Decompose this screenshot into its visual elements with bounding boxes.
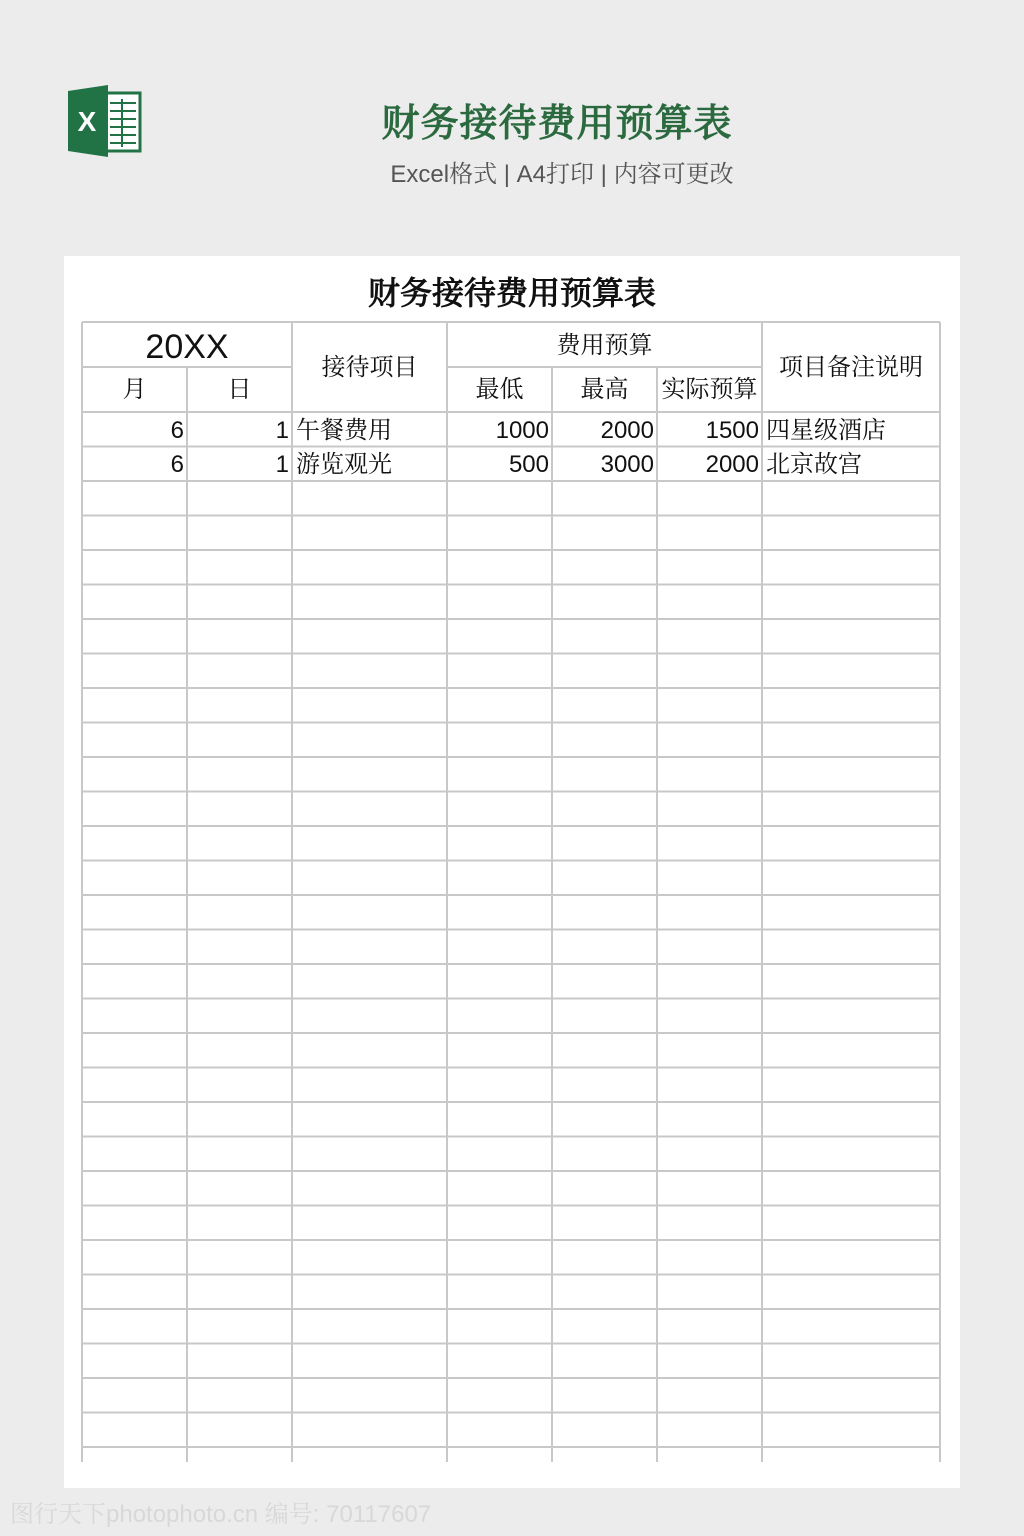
row2-max: 3000 bbox=[600, 451, 654, 478]
header-actual: 实际预算 bbox=[661, 376, 758, 403]
page-title: 财务接待费用预算表 bbox=[381, 103, 733, 145]
watermark: 图行天下photophoto.cn 编号: 70117607 bbox=[10, 1501, 432, 1528]
header-notes: 项目备注说明 bbox=[779, 354, 923, 381]
row1-day: 1 bbox=[275, 417, 289, 444]
header-day: 日 bbox=[227, 376, 252, 403]
page-subtitle: Excel格式 | A4打印 | 内容可更改 bbox=[390, 161, 734, 188]
row1-max: 2000 bbox=[600, 417, 654, 444]
row2-actual: 2000 bbox=[705, 451, 759, 478]
row2-day: 1 bbox=[275, 451, 289, 478]
row1-actual: 1500 bbox=[705, 417, 759, 444]
row2-notes: 北京故宫 bbox=[766, 451, 862, 478]
header-item: 接待项目 bbox=[321, 354, 418, 381]
header-budget-group: 费用预算 bbox=[556, 332, 653, 359]
header-month: 月 bbox=[122, 376, 147, 403]
header-year: 20XX bbox=[145, 328, 229, 366]
row1-month: 6 bbox=[170, 417, 184, 444]
header-min: 最低 bbox=[475, 376, 524, 403]
spreadsheet-sheet bbox=[64, 256, 960, 1488]
row2-min: 500 bbox=[508, 451, 549, 478]
row1-notes: 四星级酒店 bbox=[766, 417, 886, 444]
logo-letter: X bbox=[77, 106, 97, 137]
row2-item: 游览观光 bbox=[296, 451, 392, 478]
row1-min: 1000 bbox=[495, 417, 549, 444]
sheet-title: 财务接待费用预算表 bbox=[367, 275, 656, 311]
row1-item: 午餐费用 bbox=[296, 417, 392, 444]
header-max: 最高 bbox=[580, 376, 629, 403]
row2-month: 6 bbox=[170, 451, 184, 478]
